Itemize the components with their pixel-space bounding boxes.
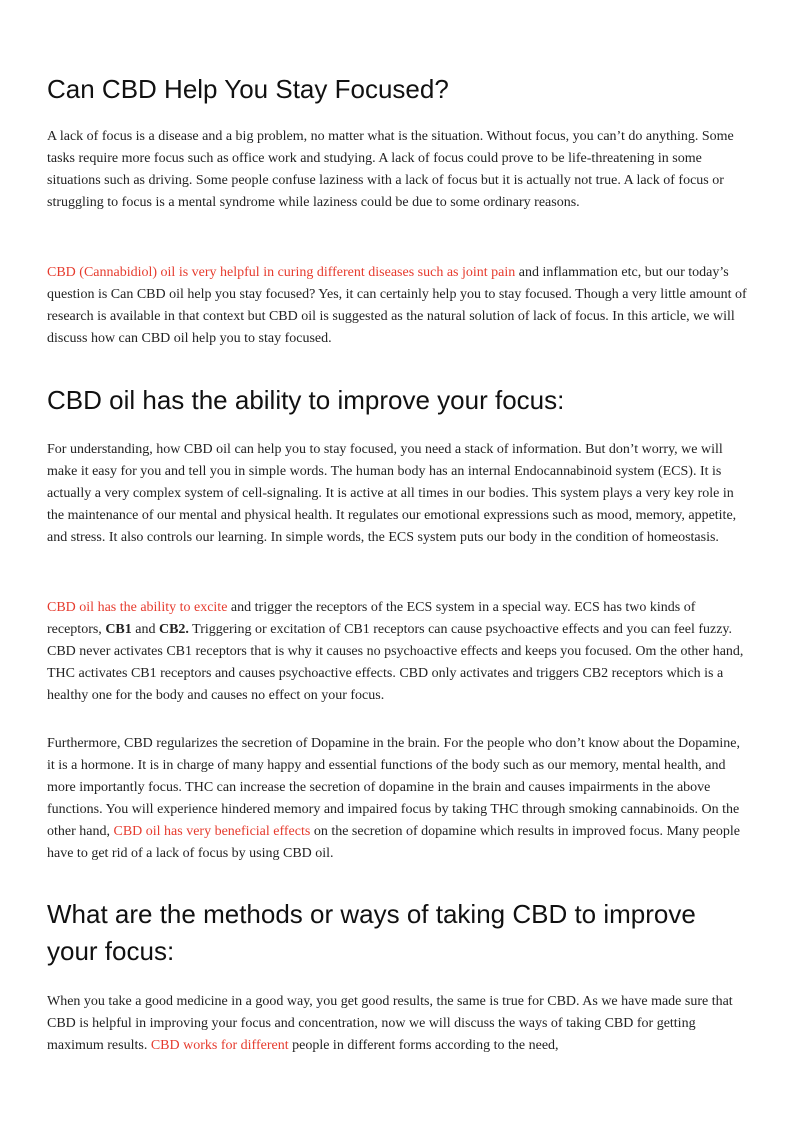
- dopamine-paragraph: [47, 733, 747, 865]
- paragraph-text: Triggering or excitation of CB1 receptors can cause psychoactive effects and you can feel fuzzy. CBD never activates CB1 receptors that is why it causes no psychoactive effects and keeps you focused. Om the other hand, THC activates CB1 receptors and causes psychoactive effects. CBD only activates and triggers CB2 receptors which is a healthy one for the body and causes no effect on your focus.: [47, 622, 744, 703]
- cbd-works-link[interactable]: CBD works for different: [150, 1038, 289, 1053]
- cbd-beneficial-effects-link[interactable]: CBD oil has very beneficial effects: [113, 824, 311, 839]
- methods-paragraph: [47, 991, 747, 1057]
- cbd-joint-pain-link[interactable]: CBD (Cannabidiol) oil is very helpful in curing different diseases such as joint pain: [47, 265, 516, 280]
- paragraph-text: and: [131, 622, 159, 637]
- section-heading-methods: What are the methods or ways of taking CBD to improve your focus:: [47, 899, 696, 966]
- paragraph-text: on the secretion of dopamine which results in improved focus. Many people have to get rid of a lack of focus by using CBD oil.: [47, 824, 740, 861]
- paragraph-text: people in different forms according to the need,: [288, 1038, 559, 1053]
- paragraph-text: and trigger the receptors of the ECS system in a special way. ECS has two kinds of receptors,: [47, 600, 696, 637]
- receptors-paragraph: [47, 597, 747, 707]
- ecs-paragraph: For understanding, how CBD oil can help you to stay focused, you need a stack of information. But don’t worry, we will make it easy for you and tell you in simple words. The human body has an internal Endocannabinoid system (ECS). It is actually a very complex system of cell-signaling. It is active at all times in our bodies. This system plays a very key role in the maintenance of our mental and physical health. It regulates our emotional expressions such as mood, memory, appetite, and stress. It also controls our learning. In simple words, the ECS system puts our body in the condition of homeostasis.: [47, 442, 737, 545]
- paragraph-text: Furthermore, CBD regularizes the secretion of Dopamine in the brain. For the people who don’t know about the Dopamine, it is a hormone. It is in charge of many happy and essential functions of the body such as our memory, mental health, and more importantly focus. THC can increase the secretion of dopamine in the brain and causes impairments in the above functions. You will experience hindered memory and impaired focus by taking THC through smoking cannabinoids. On the other hand,: [47, 736, 740, 839]
- cbd-excite-link[interactable]: CBD oil has the ability to excite: [47, 600, 228, 615]
- cb2-label: CB2.: [158, 622, 189, 637]
- paragraph-text: and inflammation etc, but our today’s question is Can CBD oil help you stay focused? Yes, it can certainly help you to stay focused. Though a very little amount of research is available in that context but CBD oil is suggested as the natural solution of lack of focus. In this article, we will discuss how can CBD oil help you to stay focused.: [47, 265, 747, 346]
- intro-paragraph: A lack of focus is a disease and a big problem, no matter what is the situation. Without focus, you can’t do anything. Some tasks require more focus such as office work and studying. A lack of focus could prove to be life-threatening in some situations such as driving. Some people confuse laziness with a lack of focus but it is actually not true. A lack of focus or struggling to focus is a mental syndrome while laziness could be due to some ordinary reasons.: [47, 129, 734, 210]
- section-heading-ability: CBD oil has the ability to improve your focus:: [47, 385, 565, 415]
- cbd-benefits-paragraph: [47, 262, 747, 350]
- cb1-label: CB1: [105, 622, 132, 637]
- paragraph-text: When you take a good medicine in a good way, you get good results, the same is true for CBD. As we have made sure that CBD is helpful in improving your focus and concentration, now we will discuss the ways of taking CBD for getting maximum results.: [47, 994, 733, 1053]
- page-title: Can CBD Help You Stay Focused?: [47, 74, 449, 104]
